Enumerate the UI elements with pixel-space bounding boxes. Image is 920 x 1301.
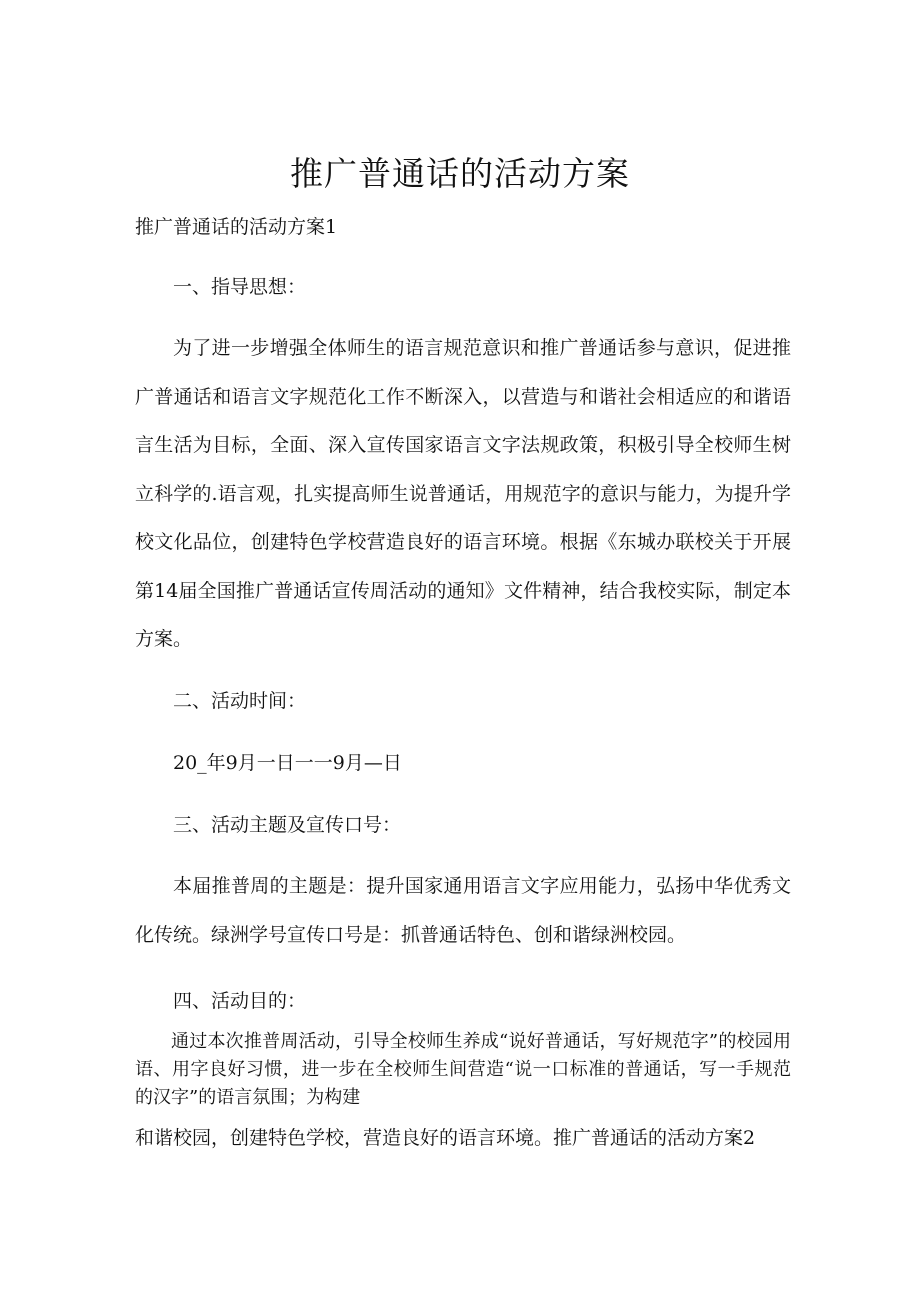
heading-guiding-ideology: 一、指导思想：: [173, 276, 307, 298]
paragraph-activity-purpose: 通过本次推普周活动，引导全校师生养成“说好普通话，写好规范字”的校园用语、用字良好习惯，进一步在全校师生间营造“说一口标准的普通话，写一手规范的汉字”的语言氛围；为构建: [135, 1031, 791, 1108]
paragraph-guiding-ideology: 为了进一步增强全体师生的语言规范意识和推广普通话参与意识，促进推广普通话和语言文字规范化工作不断深入，以营造与和谐社会相适应的和谐语言生活为目标，全面、深入宣传国家语言文字法规政策，积极引导全校师生树立科学的.语言观，扎实提高师生说普通话，用规范字的意识与能力，为提升学校文化品位，创建特色学校营造良好的语言环境。根据《东城办联校关于开展第14届全国推广普通话宣传周活动的通知》文件精神，结合我校实际，制定本方案。: [135, 337, 791, 650]
paragraph-conclusion: 和谐校园，创建特色学校，营造良好的语言环境。推广普通话的活动方案2: [135, 1127, 756, 1149]
heading-activity-purpose: 四、活动目的：: [173, 990, 307, 1012]
activity-time-text: 20_年9月一日一一9月—日: [173, 752, 402, 774]
paragraph-theme-slogan: 本届推普周的主题是：提升国家通用语言文字应用能力，弘扬中华优秀文化传统。绿洲学号宣传口号是：抓普通话特色、创和谐绿洲校园。: [135, 875, 791, 946]
heading-activity-time: 二、活动时间：: [173, 690, 307, 712]
document-title: 推广普通话的活动方案: [290, 154, 630, 193]
heading-theme-slogan: 三、活动主题及宣传口号：: [173, 814, 402, 836]
section-subtitle: 推广普通话的活动方案1: [135, 216, 338, 238]
